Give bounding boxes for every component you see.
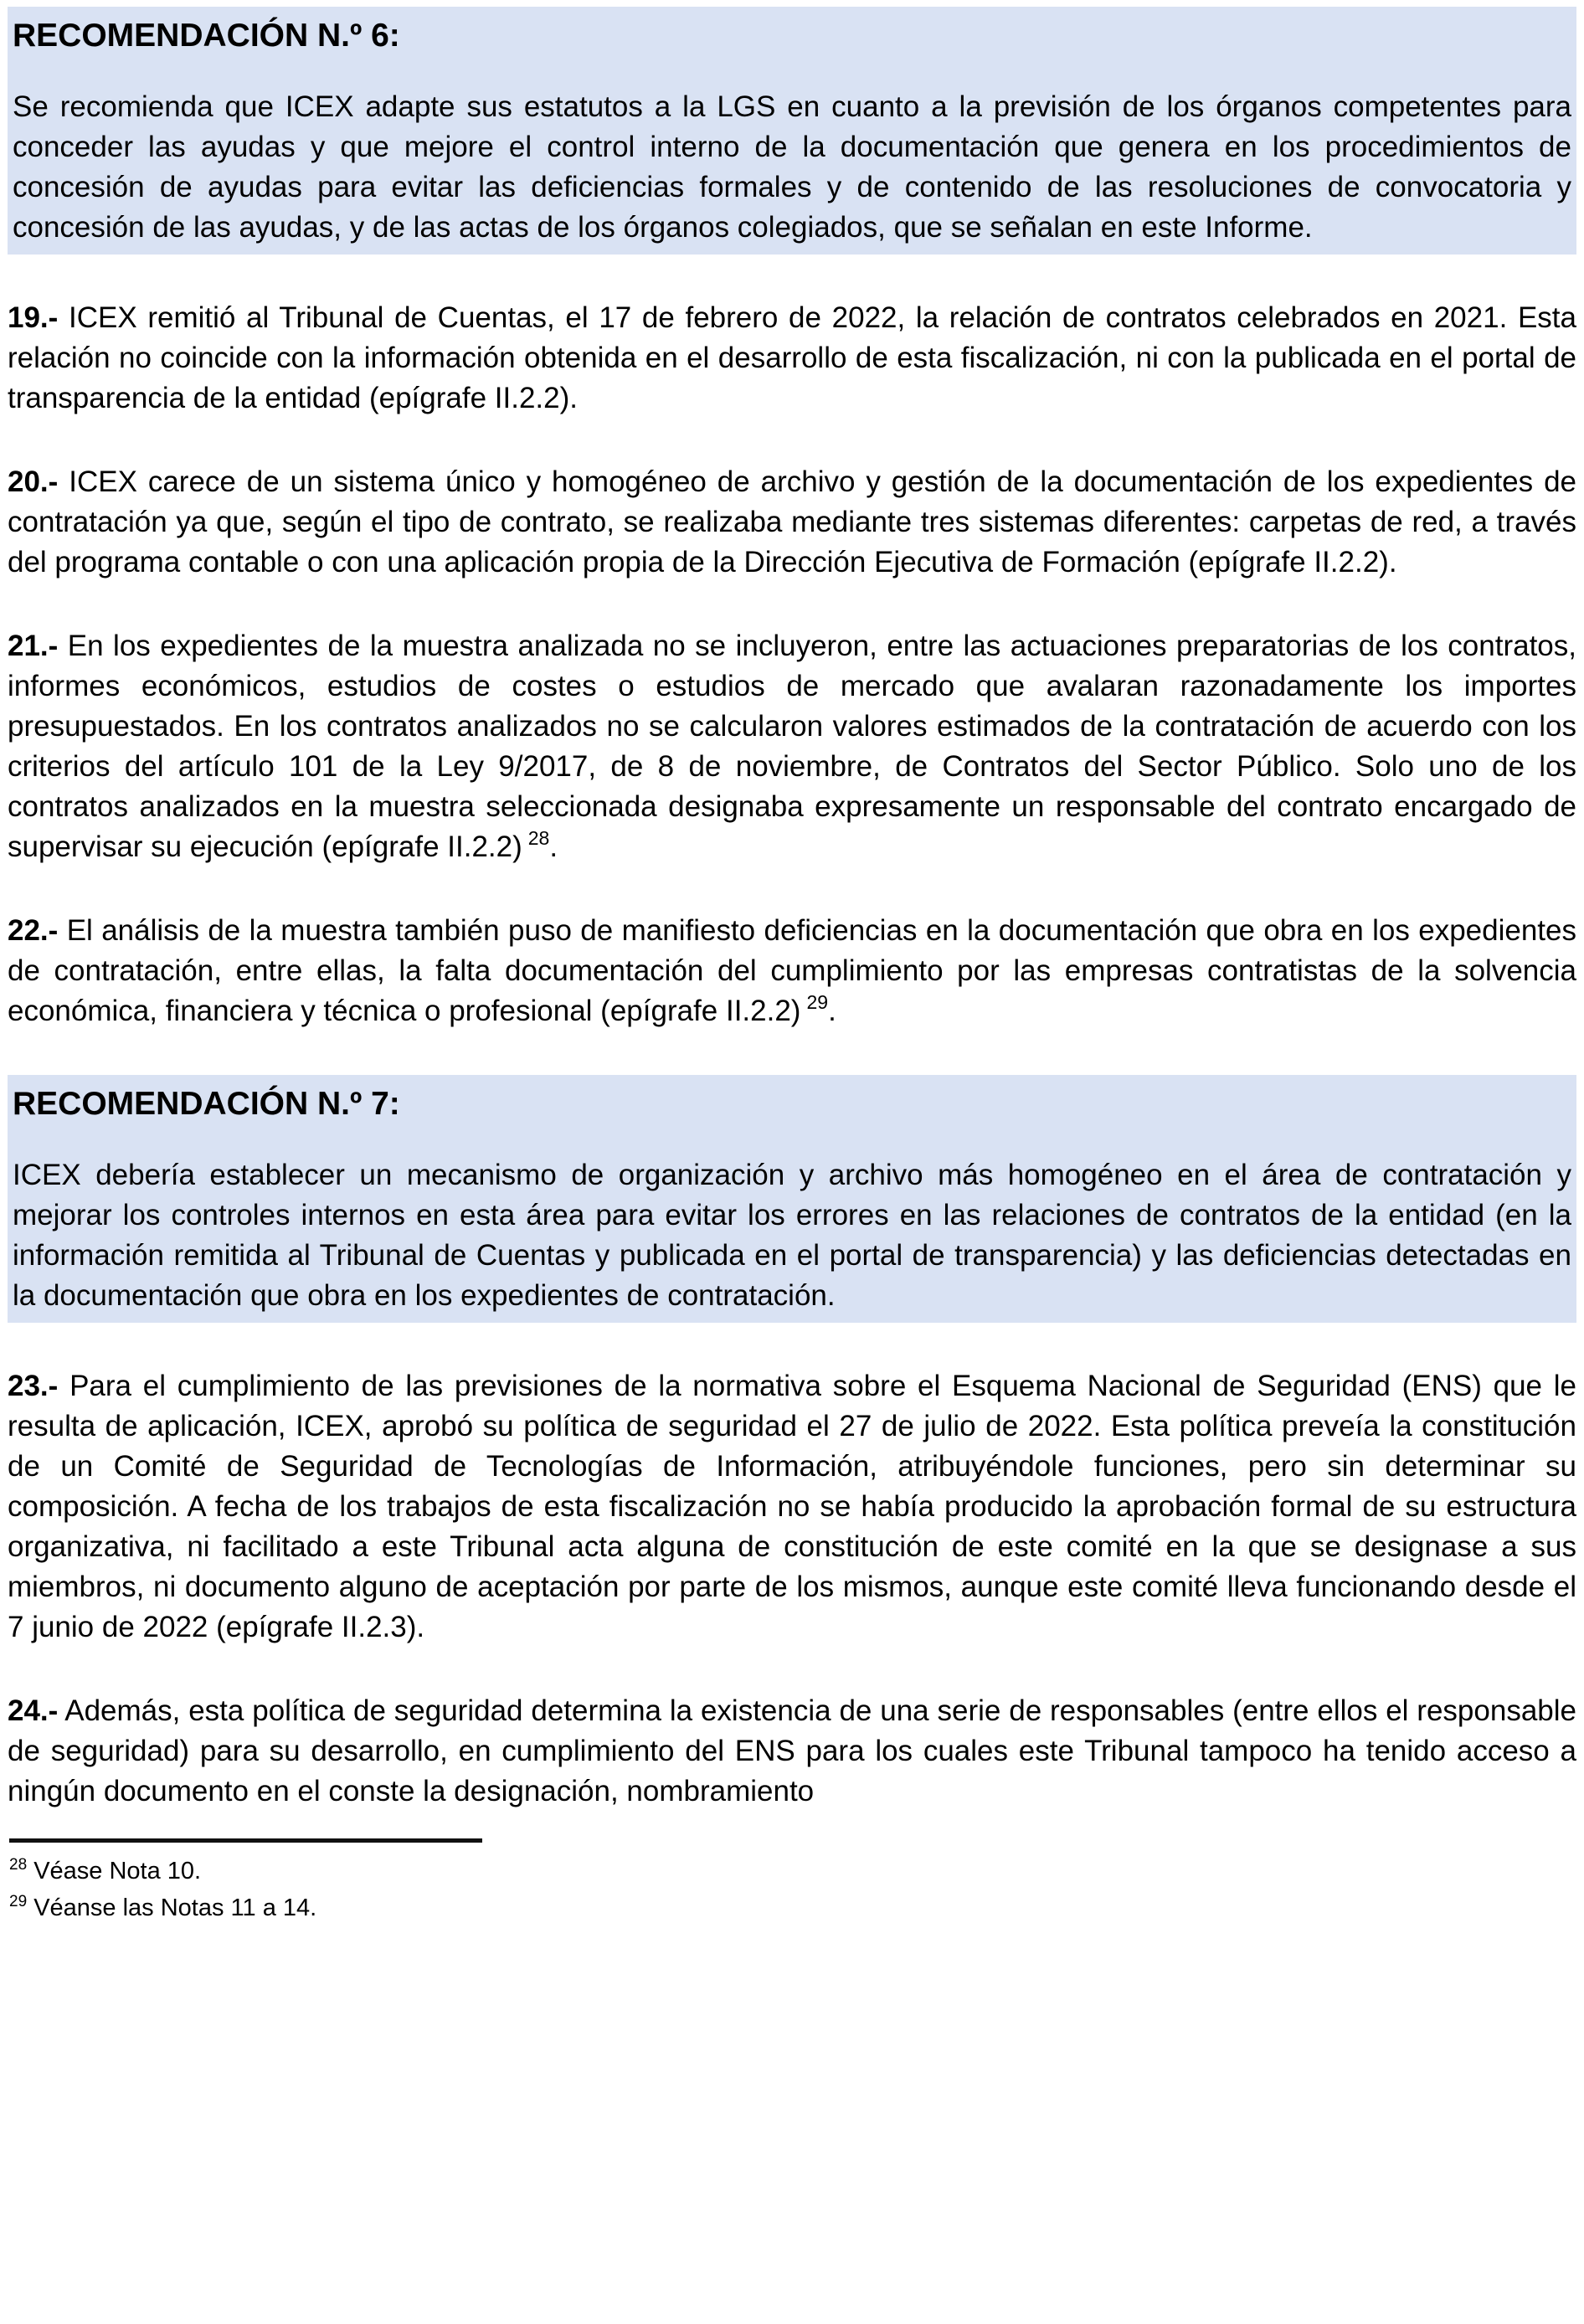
paragraph-22 <box>8 911 1576 1031</box>
paragraph-22-text: El análisis de la muestra también puso de manifiesto deficiencias en la documentación que obra en los expedientes de contratación, entre ellas, la falta documentación del cumplimiento por las empresas contratistas de la solvencia económica, financiera y técnica o profesional (epígrafe II.2.2) <box>8 914 1576 1027</box>
paragraph-19-text: ICEX remitió al Tribunal de Cuentas, el 17 de febrero de 2022, la relación de contratos celebrados en 2021. Esta relación no coincide con la información obtenida en el desarrollo de esta fiscalización, ni con la publicada en el portal de transparencia de la entidad (epígrafe II.2.2). <box>8 301 1576 414</box>
paragraph-19 <box>8 298 1576 419</box>
paragraph-19-number: 19.- <box>8 301 59 334</box>
recommendation-7-heading: RECOMENDACIÓN N.º 7: <box>13 1086 400 1122</box>
paragraph-20-number: 20.- <box>8 465 59 498</box>
paragraph-20-text: ICEX carece de un sistema único y homogéneo de archivo y gestión de la documentación de los expedientes de contratación ya que, según el tipo de contrato, se realizaba mediante tres sistemas diferentes: carpetas de red, a través del programa contable o con una aplicación propia de la Dirección Ejecutiva de Formación (epígrafe II.2.2). <box>8 465 1576 578</box>
footnote-29-text: Véanse las Notas 11 a 14. <box>27 1895 317 1921</box>
paragraph-21-tail: . <box>549 830 558 863</box>
recommendation-7-text: ICEX debería establecer un mecanismo de organización y archivo más homogéneo en el área de contratación y mejorar los controles internos en esta área para evitar los errores en las relaciones de contratos de la entidad (en la información remitida al Tribunal de Cuentas y publicada en el portal de transparencia) y las deficiencias detectadas en la documentación que obra en los expedientes de contratación. <box>13 1159 1571 1312</box>
paragraph-21 <box>8 626 1576 867</box>
footnote-29-reference: 29 <box>806 991 829 1013</box>
recommendation-6-heading: RECOMENDACIÓN N.º 6: <box>13 18 400 54</box>
paragraph-23 <box>8 1366 1576 1648</box>
recommendation-6-box <box>8 7 1576 255</box>
paragraph-23-number: 23.- <box>8 1370 59 1402</box>
paragraph-24-number: 24.- <box>8 1694 59 1727</box>
footnotes-section <box>8 1838 1576 1926</box>
footnote-29 <box>8 1890 1576 1926</box>
paragraph-24-text: Además, esta política de seguridad determina la existencia de una serie de responsables (entre ellos el responsable de seguridad) para su desarrollo, en cumplimiento del ENS para los cuales este Tribunal tampoco ha tenido acceso a ningún documento en el conste la designación, nombramiento <box>8 1694 1576 1807</box>
footnote-28-text: Véase Nota 10. <box>27 1858 202 1884</box>
paragraph-22-number: 22.- <box>8 914 59 947</box>
paragraph-23-text: Para el cumplimiento de las previsiones de la normativa sobre el Esquema Nacional de Seguridad (ENS) que le resulta de aplicación, ICEX, aprobó su política de seguridad el 27 de julio de 2022. Esta política preveía la constitución de un Comité de Seguridad de Tecnologías de Información, atribuyéndole funciones, pero sin determinar su composición. A fecha de los trabajos de esta fiscalización no se había producido la aprobación formal de su estructura organizativa, ni facilitado a este Tribunal acta alguna de constitución de este comité en la que se designase a sus miembros, ni documento alguno de aceptación por parte de los mismos, aunque este comité lleva funcionando desde el 7 junio de 2022 (epígrafe II.2.3). <box>8 1370 1576 1643</box>
paragraph-20 <box>8 462 1576 583</box>
paragraph-22-tail: . <box>828 995 836 1027</box>
footnote-separator-line <box>9 1838 482 1843</box>
paragraph-21-text: En los expedientes de la muestra analizada no se incluyeron, entre las actuaciones preparatorias de los contratos, informes económicos, estudios de costes o estudios de mercado que avalaran razonadamente los importes presupuestados. En los contratos analizados no se calcularon valores estimados de la contratación de acuerdo con los criterios del artículo 101 de la Ley 9/2017, de 8 de noviembre, de Contratos del Sector Público. Solo uno de los contratos analizados en la muestra seleccionada designaba expresamente un responsable del contrato encargado de supervisar su ejecución (epígrafe II.2.2) <box>8 630 1576 863</box>
recommendation-7-box <box>8 1075 1576 1323</box>
footnote-29-number: 29 <box>9 1893 28 1910</box>
paragraph-24 <box>8 1691 1576 1812</box>
paragraph-21-number: 21.- <box>8 630 59 662</box>
footnote-28-reference: 28 <box>527 827 550 849</box>
footnote-28-number: 28 <box>9 1856 28 1874</box>
recommendation-6-text: Se recomienda que ICEX adapte sus estatutos a la LGS en cuanto a la previsión de los órganos competentes para conceder las ayudas y que mejore el control interno de la documentación que genera en los procedimientos de concesión de ayudas para evitar las deficiencias formales y de contenido de las resoluciones de convocatoria y concesión de las ayudas, y de las actas de los órganos colegiados, que se señalan en este Informe. <box>13 90 1571 244</box>
footnote-28 <box>8 1853 1576 1890</box>
